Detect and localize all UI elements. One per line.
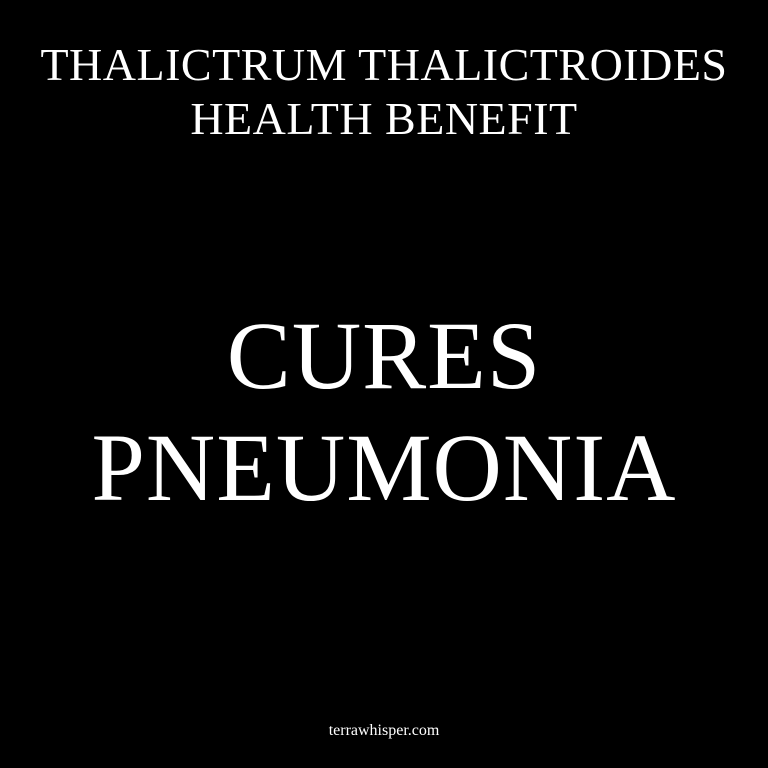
headline-line-2: PNEUMONIA bbox=[91, 414, 677, 521]
site-watermark: terrawhisper.com bbox=[328, 722, 440, 739]
header-subtitle: HEALTH BENEFIT bbox=[190, 93, 578, 144]
benefit-headline bbox=[0, 300, 768, 524]
headline-line-1: CURES bbox=[226, 302, 542, 409]
header-title bbox=[0, 38, 768, 146]
plant-name: THALICTRUM THALICTROIDES bbox=[40, 39, 728, 90]
